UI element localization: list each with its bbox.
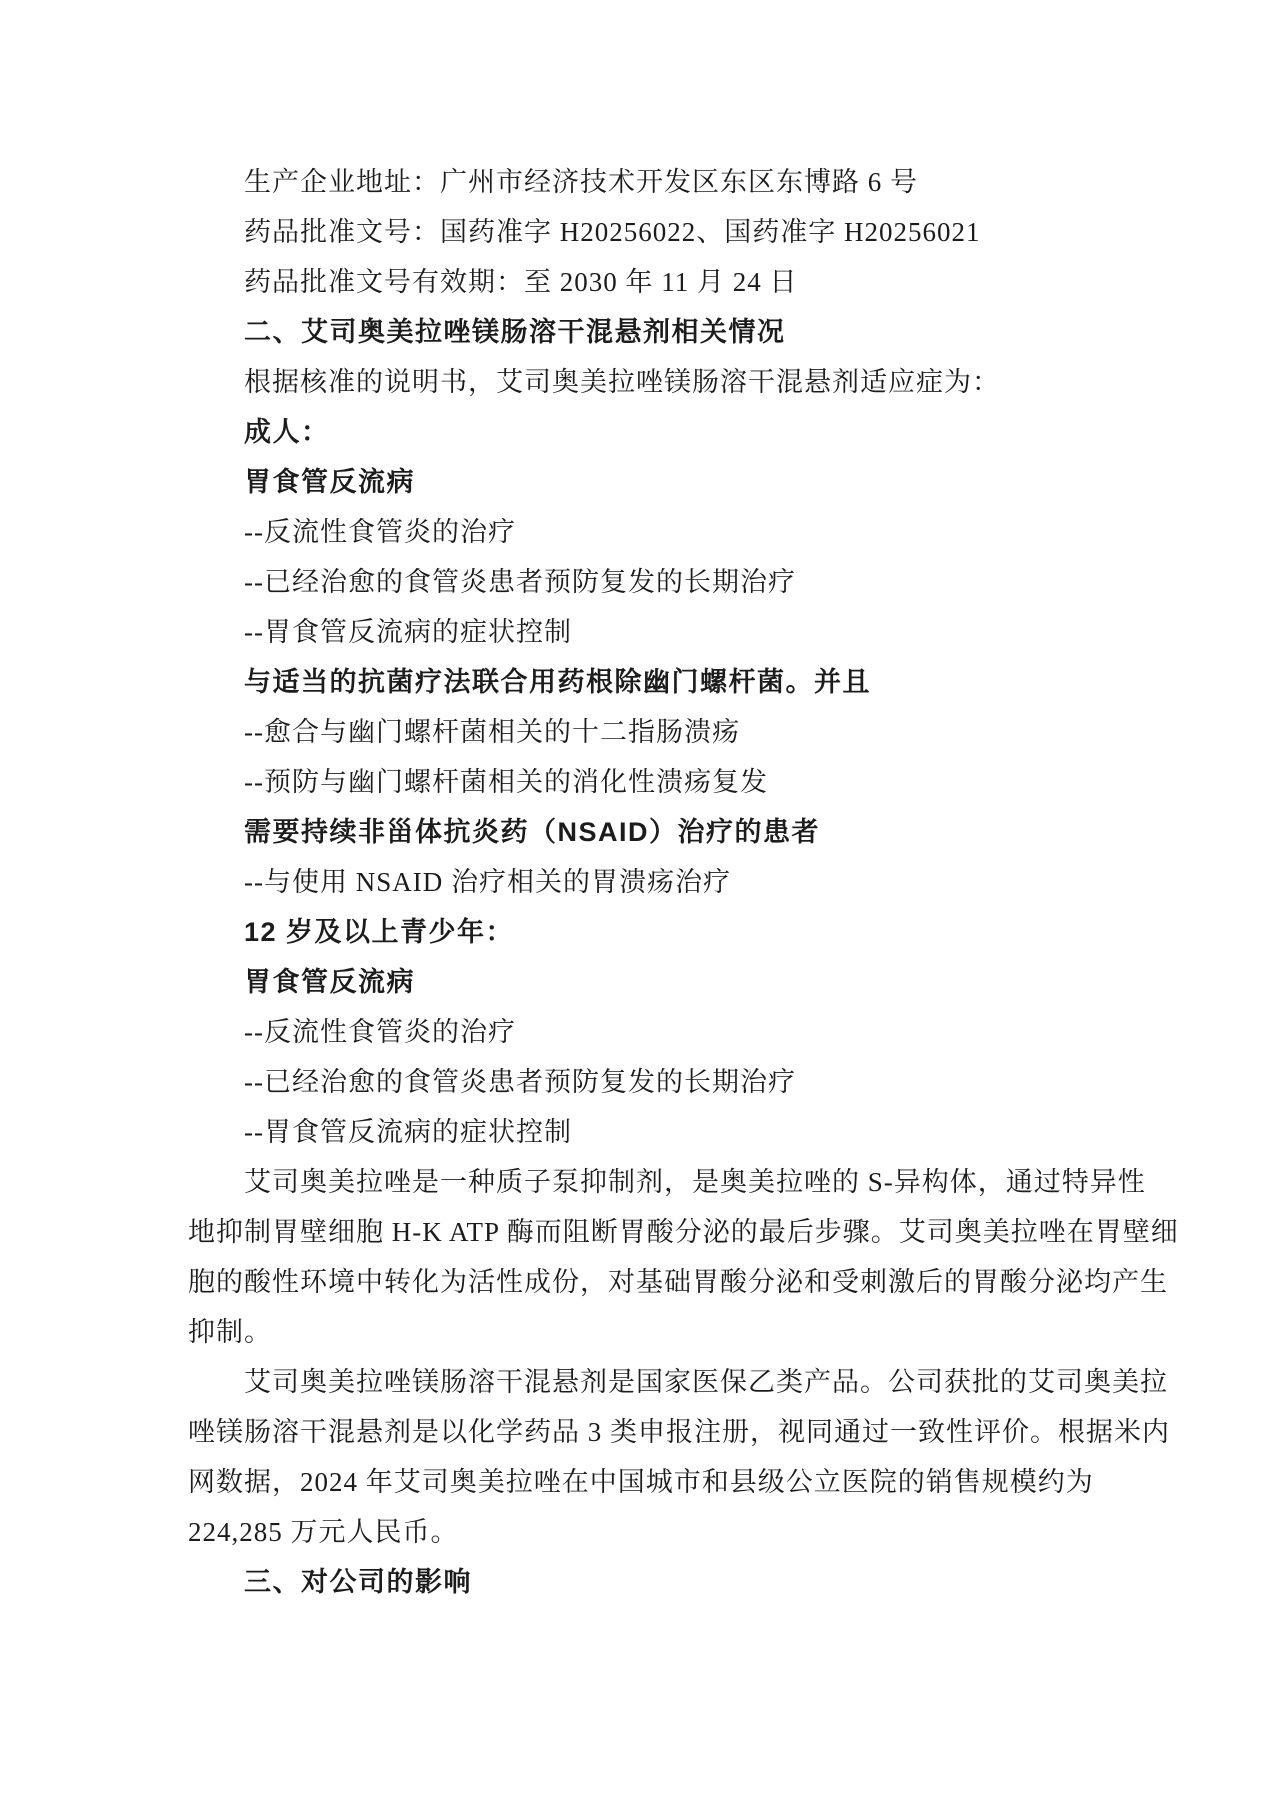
document-text-line: 生产企业地址：广州市经济技术开发区东区东博路 6 号 (244, 167, 918, 197)
document-body (188, 157, 1179, 1607)
document-text-line: --已经治愈的食管炎患者预防复发的长期治疗 (244, 567, 796, 597)
document-heading-line: 与适当的抗菌疗法联合用药根除幽门螺杆菌。并且 (244, 667, 871, 697)
document-text-line: --反流性食管炎的治疗 (244, 1017, 516, 1047)
document-text-line: 艾司奥美拉唑是一种质子泵抑制剂，是奥美拉唑的 S-异构体，通过特异性 (244, 1167, 1146, 1197)
document-text-line: 抑制。 (188, 1317, 272, 1347)
document-text-line: 地抑制胃壁细胞 H-K ATP 酶而阻断胃酸分泌的最后步骤。艾司奥美拉唑在胃壁细 (188, 1217, 1179, 1247)
document-text-line: --已经治愈的食管炎患者预防复发的长期治疗 (244, 1067, 796, 1097)
document-text-line: --愈合与幽门螺杆菌相关的十二指肠溃疡 (244, 717, 740, 747)
document-text-line: 艾司奥美拉唑镁肠溶干混悬剂是国家医保乙类产品。公司获批的艾司奥美拉 (244, 1367, 1168, 1397)
document-text-line: --反流性食管炎的治疗 (244, 517, 516, 547)
document-text-line: 224,285 万元人民币。 (188, 1517, 459, 1547)
document-text-line: 唑镁肠溶干混悬剂是以化学药品 3 类申报注册，视同通过一致性评价。根据米内 (188, 1417, 1170, 1447)
document-heading-line: 二、艾司奥美拉唑镁肠溶干混悬剂相关情况 (244, 317, 786, 347)
document-heading-line: 胃食管反流病 (244, 467, 415, 497)
document-text-line: 网数据，2024 年艾司奥美拉唑在中国城市和县级公立医院的销售规模约为 (188, 1467, 1094, 1497)
document-text-line: --胃食管反流病的症状控制 (244, 617, 572, 647)
document-heading-line: 胃食管反流病 (244, 967, 415, 997)
document-text-line: --与使用 NSAID 治疗相关的胃溃疡治疗 (244, 867, 731, 897)
document-heading-line: 需要持续非甾体抗炎药（NSAID）治疗的患者 (244, 817, 821, 847)
document-heading-line: 成人： (244, 417, 330, 447)
document-text-line: --胃食管反流病的症状控制 (244, 1117, 572, 1147)
document-text-line: 胞的酸性环境中转化为活性成份，对基础胃酸分泌和受刺激后的胃酸分泌均产生 (188, 1267, 1168, 1297)
document-text-line: --预防与幽门螺杆菌相关的消化性溃疡复发 (244, 767, 768, 797)
document-text-line: 药品批准文号有效期：至 2030 年 11 月 24 日 (244, 267, 798, 297)
document-heading-line: 三、对公司的影响 (244, 1567, 472, 1597)
document-heading-line: 12 岁及以上青少年： (244, 917, 515, 947)
document-text-line: 根据核准的说明书，艾司奥美拉唑镁肠溶干混悬剂适应症为： (244, 367, 1000, 397)
document-text-line: 药品批准文号：国药准字 H20256022、国药准字 H20256021 (244, 217, 981, 247)
